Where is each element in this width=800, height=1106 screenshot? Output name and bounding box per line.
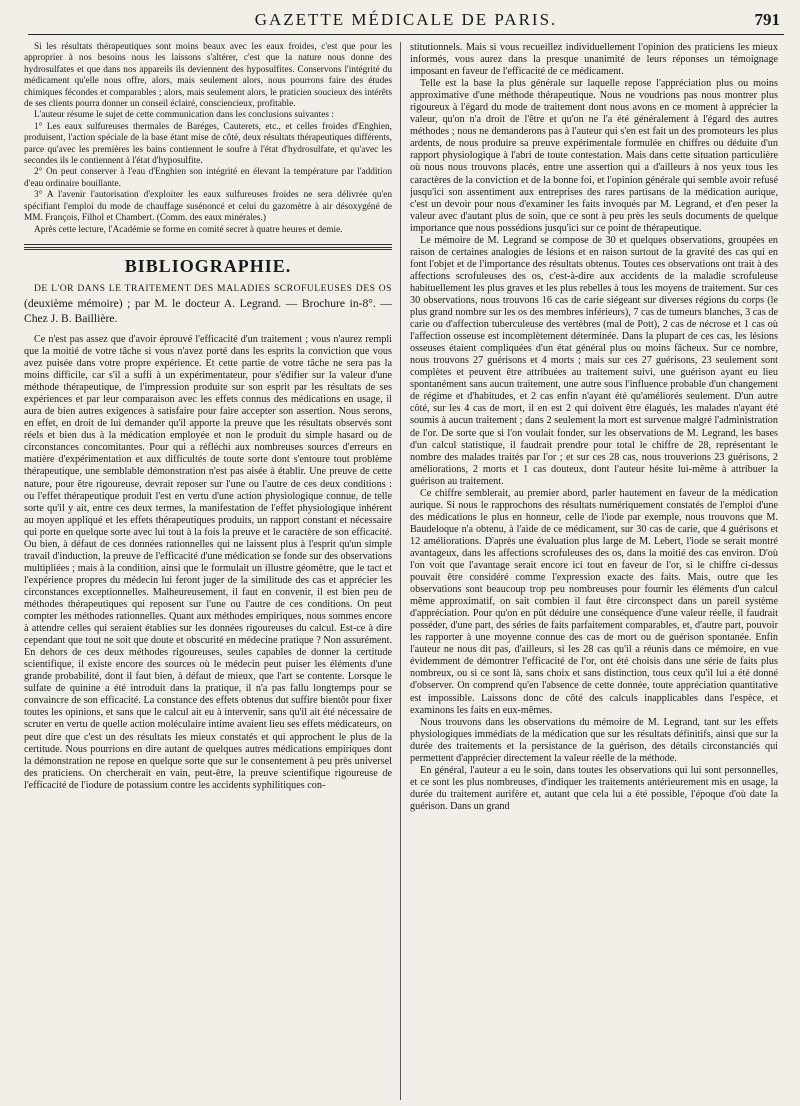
book-title-rest: (deuxième mémoire) ; par M. le docteur A. Legrand. — Brochure in-8°. — Chez J. B. Baillière. (24, 296, 392, 325)
body-paragraph-5: Nous trouvons dans les observations du mémoire de M. Legrand, tant sur les effets physiologiques immédiats de la médication que sur les résultats définitifs, ainsi que sur la durée des traitements et la persistance de la guérison, des détails circonstanciés qui permettent d'apprécier directement la valeur réelle de la méthode. (410, 716, 778, 764)
body-paragraph-6: En général, l'auteur a eu le soin, dans toutes les observations qui lui sont personnelles, et ce sont les plus nombreuses, d'indiquer les traitements antérieurement mis en usage, la durée du traitement aurifère et, autant que cela lui a été possible, l'époque d'où date la guérison. Dans un grand (410, 764, 778, 812)
section-divider-double (24, 247, 392, 250)
conclusion-3: 3° A l'avenir l'autorisation d'exploiter les eaux sulfureuses froides ne sera délivrée qu'en spécifiant l'emploi du mode de chauffage susénoncé et celui du gazomètre à air désoxygéné de MM. François, Filhol et Chambert. (Comm. des eaux minérales.) (24, 190, 392, 224)
section-divider (24, 244, 392, 245)
body-paragraph-continued: stitutionnels. Mais si vous recueillez individuellement l'opinion des praticiens les mieux informés, vous aurez dans la presque unanimité de leurs réponses un témoignage imposant en faveur de l'efficacité de ce médicament. (410, 42, 778, 78)
book-title-caps: DE L'OR DANS LE TRAITEMENT DES MALADIES SCROFULEUSES DES OS (34, 282, 392, 294)
body-paragraph-3: Le mémoire de M. Legrand se compose de 30 et quelques observations, groupées en raison de certaines analogies de lésions et en raison surtout de la gravité des cas qui en font l'objet et de l'importance des résultats obtenus. Toutes ces observations ont trait à des affections scrofuleuses des os, c'est-à-dire aux accidents de la maladie scrofuleuse habituellement les plus graves et les plus rebelles à tous les moyens de traitement. Sur ces 30 observations, nous trouvons 16 cas de carie siégeant sur diverses régions du corps (le plus grand nombre sur les os des membres inférieurs), 7 cas de tumeurs blanches, 3 cas de carie ou d'affection tuberculeuse des vertèbres (mal de Pott), 2 cas de nécrose et 1 cas où l'affection osseuse est incomplètement déterminée. Dans la plupart de ces cas, les lésions osseuses étaient compliquées d'un état général plus ou moins fâcheux. Sur ce nombre, nous trouvons 27 guérisons et 4 morts ; mais sur ces 27 guérisons, 23 seulement sont complètes et peuvent être attribuées au traitement suivi, une guérison ayant eu lieu spontanément sans aucun traitement, une autre sous l'influence probable d'un changement de régime et d'habitudes, et 2 cas enfin n'ayant été qu'améliorés seulement. D'un autre côté, sur les 4 cas de mort, il en est 2 qui doivent être élagués, les malades n'ayant été soumis à aucun traitement ; dans 2 seulement la mort est survenue malgré l'administration de l'or. De sorte que si l'on voulait fonder, sur les observations de M. Legrand, les bases d'un calcul statistique, il faudrait prendre pour total le chiffre de 28, représentant le nombre des malades traités par l'or ; et sur ces 28 cas, nous trouverions 23 guérisons, 2 améliorations, 2 morts et 1 cas douteux, dont l'auteur hésite lui-même à attribuer la guérison au traitement. (410, 234, 778, 487)
page-number: 791 (754, 10, 780, 29)
conclusions-intro: L'auteur résume le sujet de cette communication dans les conclusions suivantes : (34, 110, 334, 121)
conclusion-1: 1° Les eaux sulfureuses thermales de Baréges, Cauterets, etc., et celles froides d'Enghien, produisent, l'action spéciale de la base étant mise de côté, deux résultats thérapeutiques différents, parce qu'avec les premières les bains contiennent le soufre à l'état d'hydrosulfate, et qu'avec les secondes ils le contiennent à l'état d'hyposulfite. (24, 121, 392, 167)
journal-title: GAZETTE MÉDICALE DE PARIS. (254, 10, 558, 29)
body-paragraph-2: Telle est la base la plus générale sur laquelle repose l'appréciation plus ou moins approximative d'une méthode thérapeutique. Nous ne voudrions pas nous montrer plus rigoureux à l'égard du mode de traitement dont nous avons en ce moment à apprécier la valeur, qu'on n'a droit de l'être et qu'on ne l'a été généralement à l'égard des autres méthodes ; nous ne demanderons pas à l'auteur qui s'en est fait un des promoteurs les plus ardents, de nous produire sa preuve expérimentale formulée en chiffres ou déduite d'un rapport physiologique à l'abri de toute contestation. Mais dans cette situation particulière où nous nous trouvons placés, entre une assertion qui a d'ailleurs à nos yeux tous les caractères de la conviction et de la bonne foi, et l'opinion générale qui semble avoir refusé jusqu'ici son assentiment aux entreprises des rares partisans de la médication aurique, c'est un devoir pour nous d'examiner les faits invoqués par M. Legrand, et d'en peser la valeur avec d'autant plus de soin, que ce sont à peu près les seuls documents de quelque importance que nous possédions jusqu'ici sur ce point de thérapeutique. (410, 78, 778, 234)
conclusion-2: 2° On peut conserver à l'eau d'Enghien son intégrité en élevant la température par l'addition d'eau ordinaire bouillante. (24, 167, 392, 189)
intro-paragraph: Si les résultats thérapeutiques sont moins beaux avec les eaux froides, c'est que pour les approprier à nos besoins nous les laissons s'altérer, c'est que la nature nous donne des hydrosulfates et que dans nos appareils ils deviennent des hyposulfites. Conservons l'intégrité du médicament qu'elle nous offre, alors, mais seulement alors, nous pourrons faire des études chimiques fécondes et comparables ; alors, mais seulement alors, le praticien soucieux des intérêts de ses clients pourra donner un conseil éclairé, consciencieux, profitable. (24, 42, 392, 110)
right-column (410, 42, 778, 1100)
body-paragraph-1: Ce n'est pas assez que d'avoir éprouvé l'efficacité d'un traitement ; vous n'aurez rempli que la moitié de votre tâche si vous n'avez porté dans les esprits la conviction que vous avez puisée dans votre propre expérience. Et cette partie de votre tâche ne sera pas la moins difficile, car s'il a suffi à un expérimentateur, pour s'édifier sur la valeur d'une méthode thérapeutique, de l'impression produite sur son esprit par les résultats de ses expériences et par leur comparaison avec les effets connus des médications en usage, il aura de bien autres exigences à satisfaire pour faire accepter son assertion. Nous serons, en effet, en droit de lui demander qu'il apporte la preuve que les résultats observés sont réels et bien dus à la médication employée et non le produit du simple hasard ou de circonstances concomitantes. Pour qui a réfléchi aux nombreuses sources d'erreurs en matière d'expérimentation et aux difficultés de toute sorte dont s'entoure tout problème thérapeutique, une semblable démonstration n'est pas aisée à établir. Une preuve de cette nature, pour être rigoureuse, devrait reposer sur l'une ou l'autre de ces deux conditions : ou l'effet thérapeutique produit l'est en vertu d'une action physiologique connue, de telle sorte qu'il y ait, entre ces deux termes, la manifestation de l'effet physiologique inhérent au moyen appliqué et les effets thérapeutiques produits, un rapport constant et nécessaire qui porte en quelque sorte avec lui tout à la fois la preuve et le caractère de son efficacité. Ou bien, à défaut de ces données rationnelles qui ne laissent plus à l'esprit qu'un simple travail d'induction, la preuve de l'efficacité d'une médication se fonde sur des observations multipliées ; mais à la condition, ainsi que le formulait un illustre géomètre, que le tact et l'expérience propres du médecin lui feront juger de la similitude des cas et apprécier les circonstances exceptionnelles. Malheureusement, il faut en convenir, il est bien peu de méthodes thérapeutiques qui reposent sur l'une ou l'autre de ces conditions. On peut compter les méthodes rationnelles. Quant aux méthodes empiriques, nous sommes encore à attendre celles qui seraient établies sur les données rigoureuses du calcul. Est-ce à dire cependant que tout ne soit que doute et obscurité en médecine pratique ? Non assurément. En dehors de ces deux méthodes rigoureuses, seules capables de donner la certitude scientifique, il existe encore des sources où le médecin peut puiser les éléments d'une grande probabilité, dont il faut bien, à défaut de mieux, que l'art se contente. Lorsque le sulfate de quinine a été introduit dans la pratique, il n'a pas fallu longtemps pour se convaincre de son efficacité. La constance des effets obtenus dut suffire bientôt pour fixer toutes les opinions, et sans que le calcul ait eu à intervenir, sans qu'il ait été nécessaire de scruter en vertu de quelle action moléculaire intime avaient lieu ses effets médicateurs, on peut dire que c'est un des résultats les mieux constatés et qui approchent le plus de la certitude. Nous pourrions en dire autant de quelques autres médications empiriques dont la démonstration ne repose en quelque sorte que sur le consentement à peu près universel des praticiens. On chercherait en vain, peut-être, la preuve scientifique rigoureuse de l'efficacité de l'iodure de potassium contre les accidents syphilitiques con- (24, 333, 392, 791)
book-reference (24, 280, 392, 326)
body-paragraph-4: Ce chiffre semblerait, au premier abord, parler hautement en faveur de la médication aurique. Si nous le rapprochons des résultats numériquement constatés de l'emploi d'une des médications le plus en honneur, celle de l'iode par exemple, nous trouvons que M. Baudeloque n'a obtenu, à l'aide de ce médicament, sur 30 cas de carie, que 4 guérisons et 12 améliorations. D'après une évaluation plus large de M. Lebert, l'iode se serait montré avantageux, dans les affections scrofuleuses des os, dans la moitié des cas environ. D'où l'on voit que l'avantage serait encore ici tout en faveur de l'or, si le chiffre ci-dessus pouvait être considéré comme l'expression exacte des faits. Mais, outre que les observations sont beaucoup trop peu nombreuses pour fournir les éléments d'un calcul même approximatif, on sait combien il faut être circonspect dans un pareil système d'appréciation. Pour qu'on en pût déduire une conséquence d'une valeur réelle, il faudrait posséder, d'une part, des séries de faits parfaitement comparables, et, d'autre part, pouvoir les rapporter à une moyenne connue des cas de mort ou de guérison spontanée. Enfin l'auteur ne nous dit pas, d'ailleurs, si les 28 cas qu'il a réunis dans ce mémoire, en vue évidemment de démontrer l'efficacité de l'or, ont été choisis dans une série de faits plus nombreux, ou si ce sont là, sans choix et sans distinction, tous ceux qu'il lui a été donné d'observer. On comprend qu'en l'absence de cette donnée, toute appréciation quantitative est impossible. Laissons donc de côté des calculs inapplicables dans l'espèce, et examinons les faits en eux-mêmes. (410, 487, 778, 716)
left-column (24, 42, 392, 1100)
adjourn-paragraph: Après cette lecture, l'Académie se forme en comité secret à quatre heures et demie. (34, 224, 343, 235)
page-header (28, 8, 784, 35)
column-rule (400, 42, 401, 1100)
section-title: BIBLIOGRAPHIE. (124, 255, 292, 276)
